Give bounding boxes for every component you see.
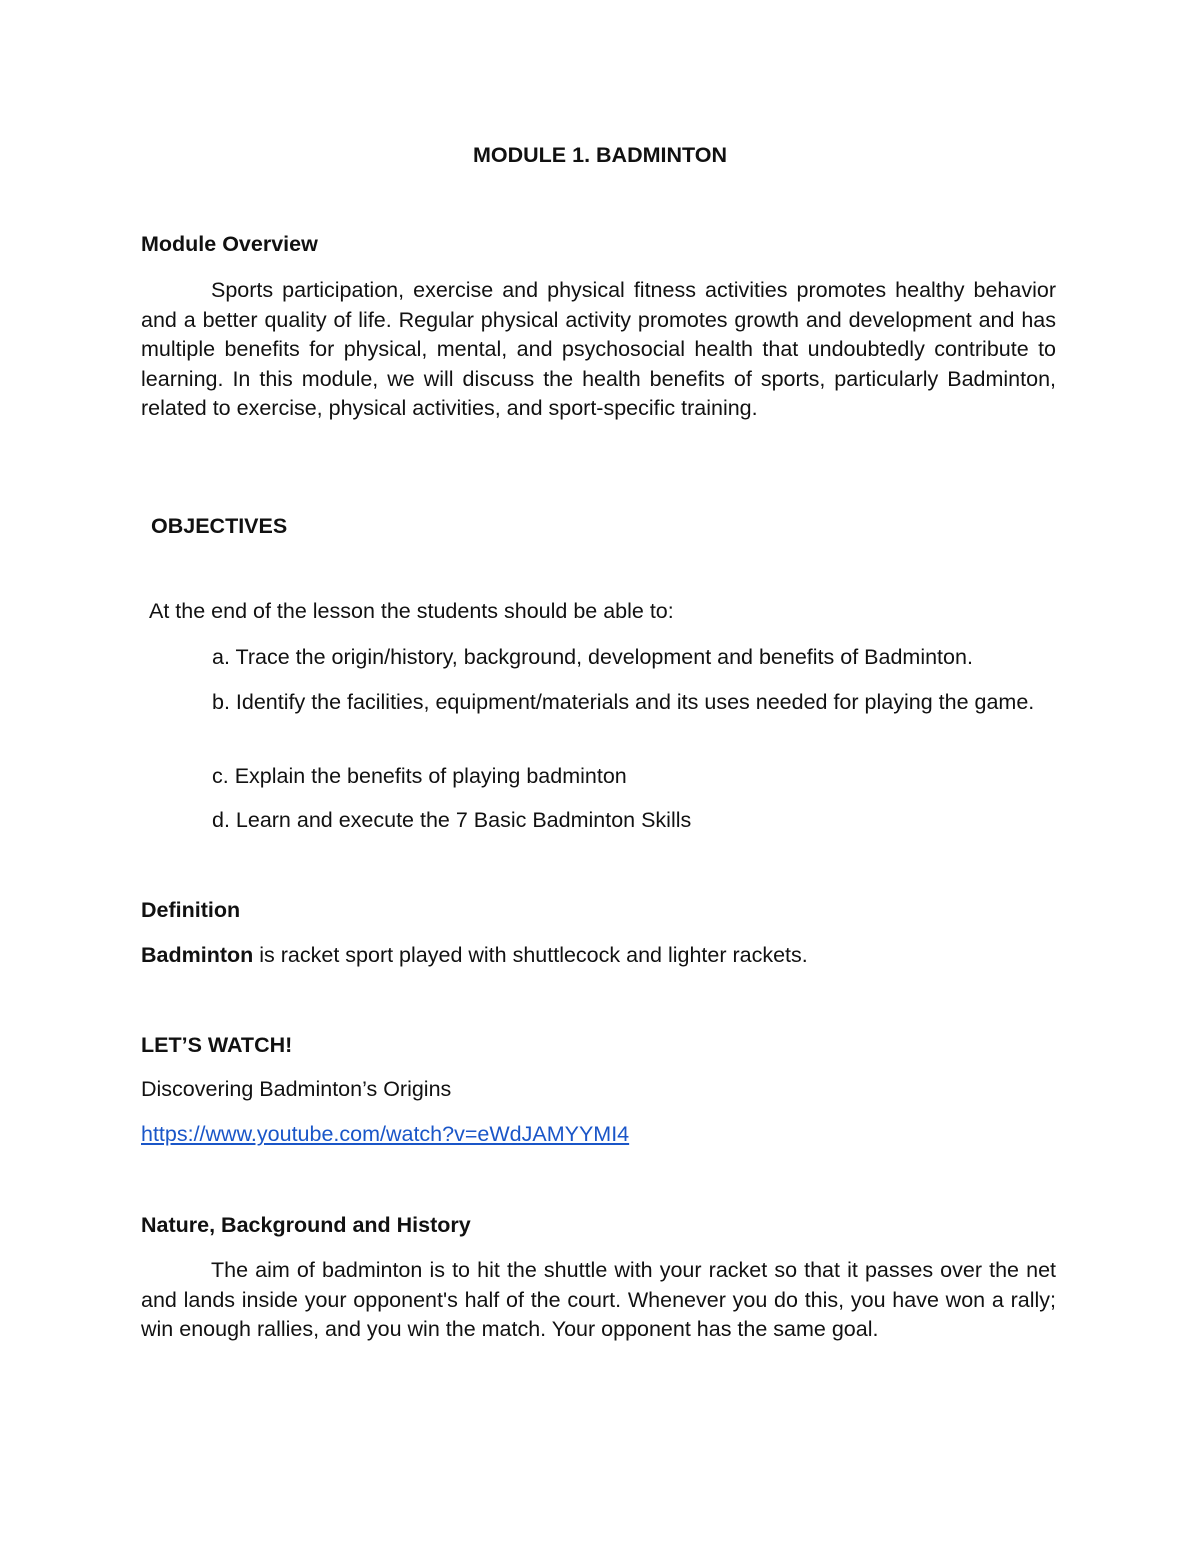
history-text: The aim of badminton is to hit the shuttle with your racket so that it passes over the net and lands inside your opponent's half of the court. Whenever you do this, you have won a rally; win enough rallies, and you win the match. Your opponent has the same goal. — [141, 1258, 1056, 1342]
overview-paragraph — [141, 276, 1056, 424]
definition-term: Badminton — [141, 943, 254, 967]
objective-item-a: a. Trace the origin/history, background, development and benefits of Badminton. — [212, 645, 973, 669]
objectives-intro: At the end of the lesson the students should be able to: — [149, 599, 674, 623]
overview-heading: Module Overview — [141, 232, 318, 256]
definition-heading: Definition — [141, 898, 241, 922]
history-heading: Nature, Background and History — [141, 1213, 471, 1237]
definition-text: is racket sport played with shuttlecock and lighter rackets. — [253, 943, 808, 967]
page-title: MODULE 1. BADMINTON — [472, 143, 728, 167]
objective-item-b: b. Identify the facilities, equipment/materials and its uses needed for playing the game. — [212, 690, 1035, 714]
history-paragraph — [141, 1256, 1056, 1345]
watch-heading: LET’S WATCH! — [141, 1033, 293, 1057]
objective-item-c: c. Explain the benefits of playing badminton — [212, 764, 627, 788]
video-title: Discovering Badminton’s Origins — [141, 1077, 452, 1101]
objectives-heading: OBJECTIVES — [151, 514, 288, 538]
definition-sentence — [141, 943, 808, 968]
objective-item-d: d. Learn and execute the 7 Basic Badminton Skills — [212, 808, 692, 832]
overview-text: Sports participation, exercise and physical fitness activities promotes healthy behavior and a better quality of life. Regular physical activity promotes growth and development and has multiple benefits for physical, mental, and psychosocial health that undoubtedly contribute to learning. In this module, we will discuss the health benefits of sports, particularly Badminton, related to exercise, physical activities, and sport-specific training. — [141, 278, 1056, 421]
video-link[interactable]: https://www.youtube.com/watch?v=eWdJAMYYMI4 — [141, 1122, 630, 1146]
